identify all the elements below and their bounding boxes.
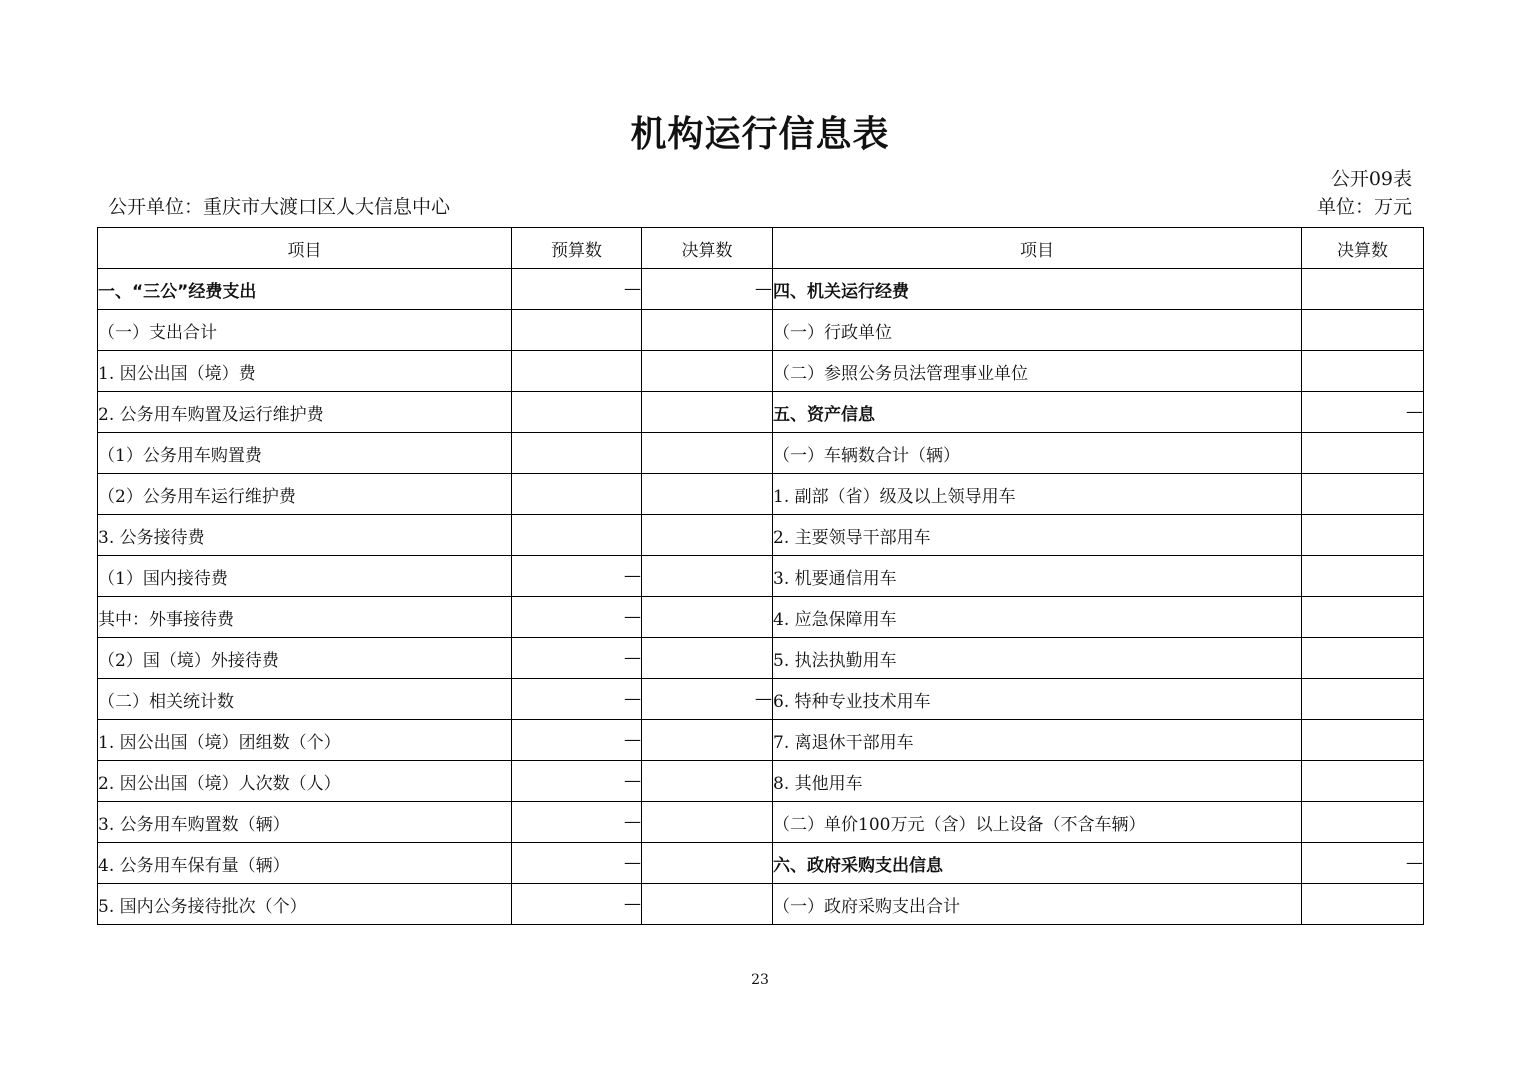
right-final-cell <box>1302 802 1424 843</box>
final-cell <box>642 515 773 556</box>
right-item-cell: 8. 其他用车 <box>773 761 1302 802</box>
table-row <box>98 433 1424 474</box>
table-row <box>98 556 1424 597</box>
right-item-cell: （二）参照公务员法管理事业单位 <box>773 351 1302 392</box>
right-final-cell <box>1302 638 1424 679</box>
budget-cell <box>512 392 642 433</box>
right-item-cell: 6. 特种专业技术用车 <box>773 679 1302 720</box>
right-item-cell: 3. 机要通信用车 <box>773 556 1302 597</box>
left-item-cell: （2）国（境）外接待费 <box>98 638 512 679</box>
budget-cell <box>512 310 642 351</box>
right-final-cell <box>1302 433 1424 474</box>
final-cell <box>642 433 773 474</box>
right-item-cell: 1. 副部（省）级及以上领导用车 <box>773 474 1302 515</box>
right-final-cell: — <box>1302 843 1424 884</box>
table-row <box>98 515 1424 556</box>
budget-cell: — <box>512 843 642 884</box>
left-item-cell: 5. 国内公务接待批次（个） <box>98 884 512 925</box>
budget-cell <box>512 351 642 392</box>
left-item-cell: 其中：外事接待费 <box>98 597 512 638</box>
header-item-left: 项目 <box>98 228 512 269</box>
right-final-cell <box>1302 269 1424 310</box>
budget-cell: — <box>512 802 642 843</box>
final-cell <box>642 556 773 597</box>
final-cell <box>642 761 773 802</box>
final-cell <box>642 310 773 351</box>
right-final-cell <box>1302 884 1424 925</box>
table-row <box>98 474 1424 515</box>
header-item-right: 项目 <box>773 228 1302 269</box>
budget-cell: — <box>512 597 642 638</box>
table-row <box>98 351 1424 392</box>
left-item-cell: （一）支出合计 <box>98 310 512 351</box>
left-item-cell: 1. 因公出国（境）团组数（个） <box>98 720 512 761</box>
left-item-cell: 一、“三公”经费支出 <box>98 269 512 310</box>
right-final-cell <box>1302 720 1424 761</box>
right-final-cell <box>1302 761 1424 802</box>
info-table <box>97 227 1424 925</box>
table-row <box>98 802 1424 843</box>
right-item-cell: 五、资产信息 <box>773 392 1302 433</box>
budget-cell: — <box>512 720 642 761</box>
currency-unit: 单位：万元 <box>1316 196 1412 218</box>
right-item-cell: （一）政府采购支出合计 <box>773 884 1302 925</box>
page-title: 机构运行信息表 <box>630 114 890 155</box>
budget-cell: — <box>512 556 642 597</box>
right-item-cell: 7. 离退休干部用车 <box>773 720 1302 761</box>
left-item-cell: （1）国内接待费 <box>98 556 512 597</box>
budget-cell <box>512 474 642 515</box>
final-cell <box>642 720 773 761</box>
right-final-cell: — <box>1302 392 1424 433</box>
left-item-cell: 2. 因公出国（境）人次数（人） <box>98 761 512 802</box>
final-cell <box>642 351 773 392</box>
left-item-cell: （二）相关统计数 <box>98 679 512 720</box>
right-item-cell: 5. 执法执勤用车 <box>773 638 1302 679</box>
right-final-cell <box>1302 310 1424 351</box>
budget-cell: — <box>512 884 642 925</box>
table-row <box>98 392 1424 433</box>
right-item-cell: （一）车辆数合计（辆） <box>773 433 1302 474</box>
left-item-cell: 1. 因公出国（境）费 <box>98 351 512 392</box>
final-cell: — <box>642 679 773 720</box>
table-row <box>98 638 1424 679</box>
budget-cell <box>512 515 642 556</box>
header-budget: 预算数 <box>512 228 642 269</box>
right-item-cell: 4. 应急保障用车 <box>773 597 1302 638</box>
left-item-cell: 3. 公务用车购置数（辆） <box>98 802 512 843</box>
right-final-cell <box>1302 597 1424 638</box>
form-number: 公开09表 <box>1330 168 1412 190</box>
budget-cell: — <box>512 679 642 720</box>
right-item-cell: （二）单价100万元（含）以上设备（不含车辆） <box>773 802 1302 843</box>
final-cell <box>642 638 773 679</box>
table-row <box>98 269 1424 310</box>
table-row <box>98 310 1424 351</box>
final-cell <box>642 884 773 925</box>
page-number: 23 <box>751 972 769 988</box>
header-final-left: 决算数 <box>642 228 773 269</box>
left-item-cell: 4. 公务用车保有量（辆） <box>98 843 512 884</box>
budget-cell: — <box>512 269 642 310</box>
right-final-cell <box>1302 556 1424 597</box>
final-cell <box>642 474 773 515</box>
header-final-right: 决算数 <box>1302 228 1424 269</box>
final-cell: — <box>642 269 773 310</box>
right-final-cell <box>1302 351 1424 392</box>
right-final-cell <box>1302 474 1424 515</box>
budget-cell <box>512 433 642 474</box>
budget-cell: — <box>512 761 642 802</box>
right-item-cell: 六、政府采购支出信息 <box>773 843 1302 884</box>
table-row <box>98 761 1424 802</box>
final-cell <box>642 597 773 638</box>
right-item-cell: 2. 主要领导干部用车 <box>773 515 1302 556</box>
right-item-cell: 四、机关运行经费 <box>773 269 1302 310</box>
table-row <box>98 597 1424 638</box>
budget-cell: — <box>512 638 642 679</box>
right-final-cell <box>1302 515 1424 556</box>
table-row <box>98 843 1424 884</box>
left-item-cell: 2. 公务用车购置及运行维护费 <box>98 392 512 433</box>
right-item-cell: （一）行政单位 <box>773 310 1302 351</box>
final-cell <box>642 802 773 843</box>
left-item-cell: （2）公务用车运行维护费 <box>98 474 512 515</box>
table-row <box>98 884 1424 925</box>
left-item-cell: （1）公务用车购置费 <box>98 433 512 474</box>
table-row <box>98 679 1424 720</box>
final-cell <box>642 843 773 884</box>
table-row <box>98 720 1424 761</box>
left-item-cell: 3. 公务接待费 <box>98 515 512 556</box>
reporting-unit: 公开单位：重庆市大渡口区人大信息中心 <box>108 196 451 218</box>
final-cell <box>642 392 773 433</box>
table-header-row <box>98 228 1424 269</box>
right-final-cell <box>1302 679 1424 720</box>
